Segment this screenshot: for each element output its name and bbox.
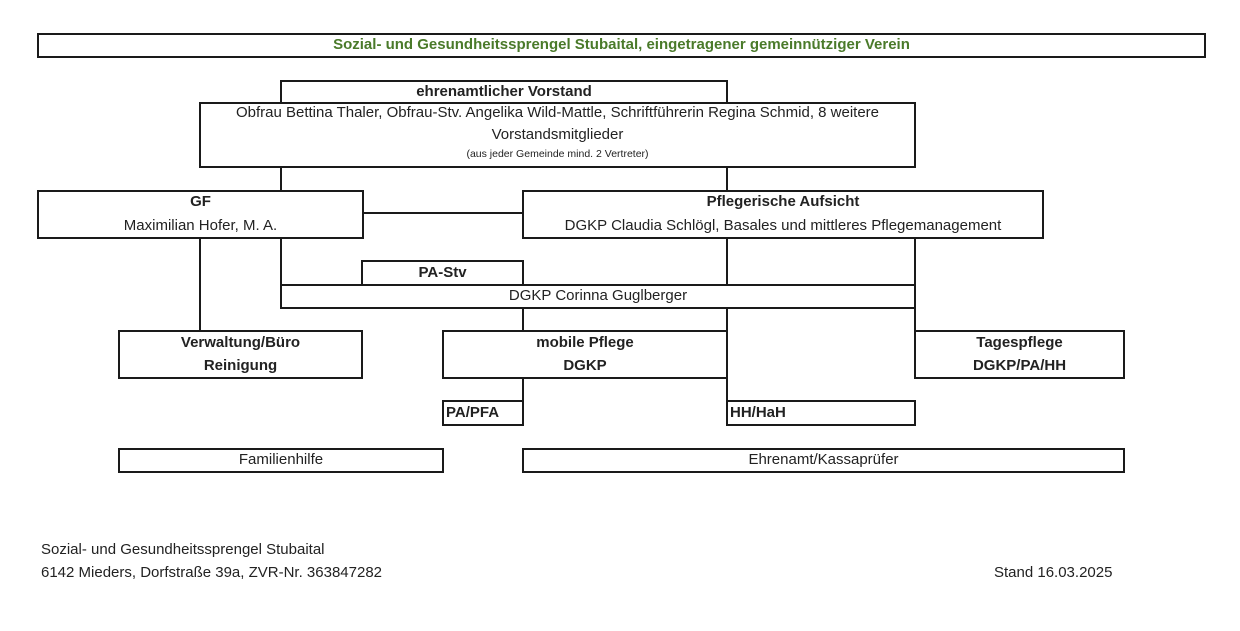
mobile-pflege-line1: mobile Pflege xyxy=(536,334,634,351)
verwaltung-line2: Reinigung xyxy=(203,357,278,374)
connector-mobile-pa xyxy=(522,377,524,401)
ehrenamt-label: Ehrenamt/Kassaprüfer xyxy=(748,451,899,468)
connector-corinna-mobile xyxy=(522,307,524,332)
vorstand-note: (aus jeder Gemeinde mind. 2 Vertreter) xyxy=(466,148,649,160)
footer-stand: Stand 16.03.2025 xyxy=(994,564,1113,581)
connector-vorstand-aufsicht xyxy=(726,166,728,190)
gf-heading: GF xyxy=(190,193,211,210)
tagespflege-line2: DGKP/PA/HH xyxy=(972,357,1067,374)
connector-vorstand-gf xyxy=(280,166,282,190)
org-title: Sozial- und Gesundheitssprengel Stubaital, eingetragener gemeinnütziger Verein xyxy=(333,36,910,53)
connector-aufsicht-corinna xyxy=(726,238,728,286)
tagespflege-line1: Tagespflege xyxy=(976,334,1063,351)
mobile-pflege-line2: DGKP xyxy=(563,357,607,374)
pa-stv-heading: PA-Stv xyxy=(418,264,467,281)
aufsicht-heading: Pflegerische Aufsicht xyxy=(706,193,860,210)
gf-name: Maximilian Hofer, M. A. xyxy=(123,217,278,234)
aufsicht-name: DGKP Claudia Schlögl, Basales und mittleres Pflegemanagement xyxy=(564,217,1002,234)
vorstand-line2: Vorstandsmitglieder xyxy=(491,126,624,143)
connector-gf-verwaltung xyxy=(199,238,201,332)
connector-gf-aufsicht xyxy=(362,212,524,214)
corinna-name: DGKP Corinna Guglberger xyxy=(508,287,688,304)
vorstand-line1: Obfrau Bettina Thaler, Obfrau-Stv. Angelika Wild-Mattle, Schriftführerin Regina Schmid, 8 weitere xyxy=(235,104,880,121)
footer-org: Sozial- und Gesundheitssprengel Stubaital xyxy=(41,541,325,558)
vorstand-heading: ehrenamtlicher Vorstand xyxy=(416,83,592,100)
pa-pfa-label: PA/PFA xyxy=(446,404,500,421)
familienhilfe-label: Familienhilfe xyxy=(238,451,324,468)
connector-gf-corinna xyxy=(280,238,282,286)
verwaltung-line1: Verwaltung/Büro xyxy=(180,334,301,351)
hh-hah-label: HH/HaH xyxy=(730,404,786,421)
footer-address: 6142 Mieders, Dorfstraße 39a, ZVR-Nr. 363847282 xyxy=(41,564,383,581)
